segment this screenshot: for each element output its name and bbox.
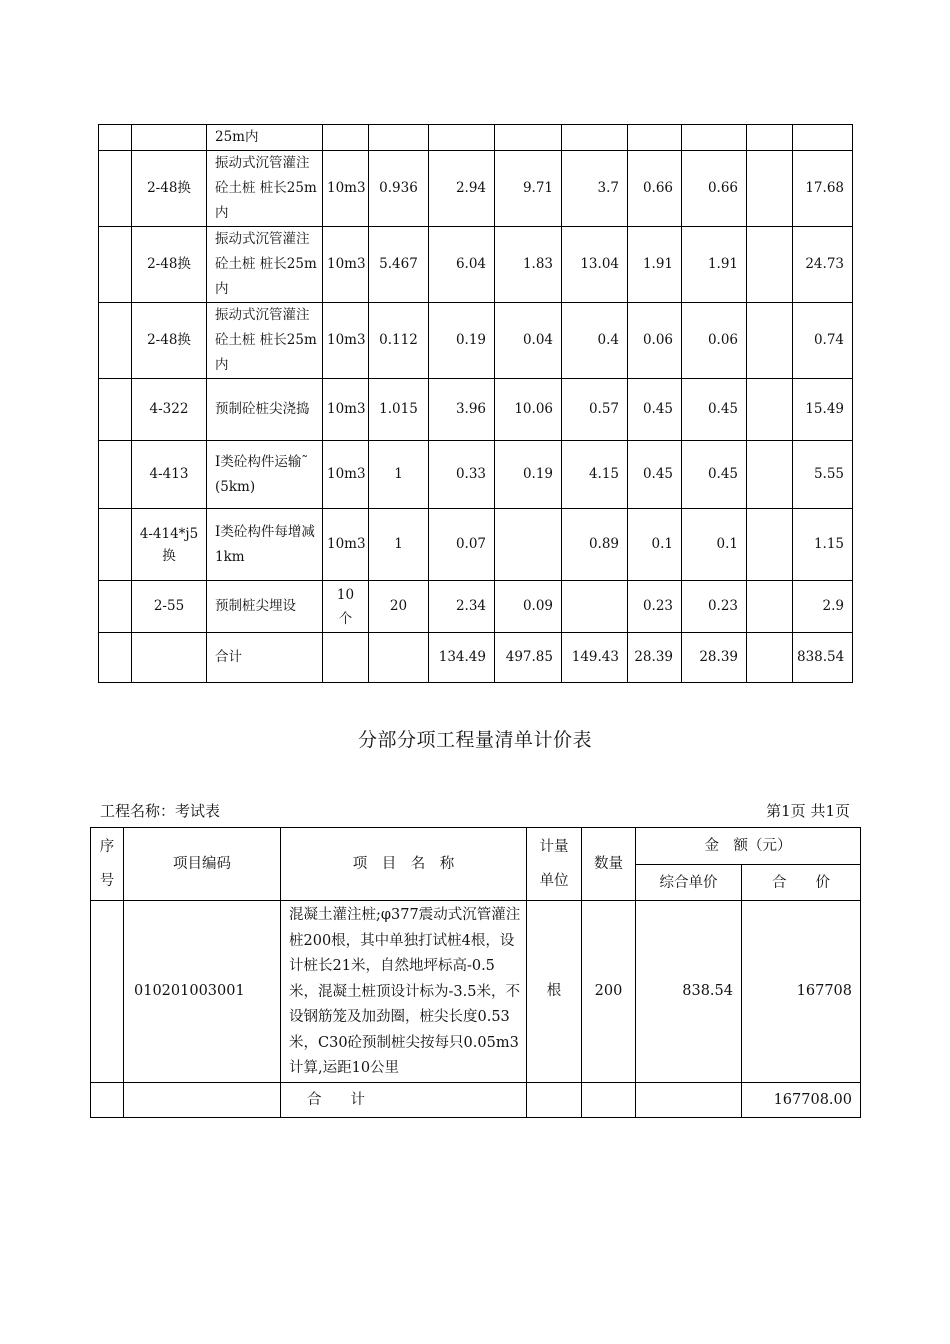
row-c1: 0.33: [429, 441, 495, 509]
row-name: 预制桩尖埋设: [207, 581, 323, 633]
row-c3: [562, 125, 628, 151]
row-qty: 1.015: [369, 379, 429, 441]
header-total: 合 价: [742, 865, 861, 901]
row-c3: 149.43: [562, 633, 628, 683]
row-c1: 0.19: [429, 303, 495, 379]
row-name: 振动式沉管灌注砼土桩 桩长25m内: [207, 151, 323, 227]
row-c3: 0.4: [562, 303, 628, 379]
row-c7: 24.73: [793, 227, 853, 303]
row-c5: 0.1: [682, 509, 747, 581]
detail-row: [99, 441, 853, 509]
row-name: 25m内: [207, 125, 323, 151]
row-c3: 0.89: [562, 509, 628, 581]
detail-row: [99, 125, 853, 151]
row-code: 4-322: [132, 379, 207, 441]
detail-row: [99, 633, 853, 683]
item-seq: [91, 901, 124, 1083]
row-seq: [99, 227, 132, 303]
row-c2: 1.83: [495, 227, 562, 303]
total-label: 合 计: [281, 1082, 527, 1117]
row-c1: 6.04: [429, 227, 495, 303]
row-unit: [323, 125, 369, 151]
row-qty: 20: [369, 581, 429, 633]
row-c2: 0.09: [495, 581, 562, 633]
row-c7: 5.55: [793, 441, 853, 509]
row-c2: 0.04: [495, 303, 562, 379]
row-c6: [747, 125, 793, 151]
row-c1: 2.94: [429, 151, 495, 227]
row-unit: [323, 633, 369, 683]
item-unit-price: 838.54: [636, 901, 742, 1083]
item-unit: 根: [527, 901, 582, 1083]
row-c5: 28.39: [682, 633, 747, 683]
row-c4: 0.1: [628, 509, 682, 581]
page-title: 分部分项工程量清单计价表: [357, 729, 592, 751]
row-c1: 2.34: [429, 581, 495, 633]
row-qty: 0.936: [369, 151, 429, 227]
bill-row: [91, 901, 861, 1083]
item-description: 混凝土灌注桩;φ377震动式沉管灌注桩200根，其中单独打试桩4根，设计桩长21米，自然地坪标高-0.5米，混凝土桩顶设计标为-3.5米，不设钢筋笼及加劲圈，桩尖长度0.53米，C30砼预制桩尖按每只0.05m3计算,运距10公里: [281, 901, 527, 1083]
row-c3: 0.57: [562, 379, 628, 441]
detail-row: [99, 151, 853, 227]
cost-detail-table: [98, 124, 853, 683]
header-seq: 序号: [91, 828, 124, 901]
row-c7: 0.74: [793, 303, 853, 379]
row-c2: 10.06: [495, 379, 562, 441]
header-qty: 数量: [582, 828, 636, 901]
row-c7: [793, 125, 853, 151]
row-c4: 0.66: [628, 151, 682, 227]
row-seq: [99, 303, 132, 379]
detail-row: [99, 227, 853, 303]
row-c6: [747, 303, 793, 379]
row-name: 合计: [207, 633, 323, 683]
row-c5: 1.91: [682, 227, 747, 303]
row-c4: 1.91: [628, 227, 682, 303]
bill-total-row: [91, 1082, 861, 1117]
bill-pricing-table: [90, 827, 861, 1118]
row-c4: 0.45: [628, 441, 682, 509]
row-c3: 4.15: [562, 441, 628, 509]
row-seq: [99, 151, 132, 227]
row-c7: 15.49: [793, 379, 853, 441]
row-c5: 0.06: [682, 303, 747, 379]
header-code: 项目编码: [124, 828, 281, 901]
detail-row: [99, 379, 853, 441]
row-unit: 10m3: [323, 227, 369, 303]
row-c4: 0.23: [628, 581, 682, 633]
detail-row: [99, 581, 853, 633]
row-name: Ⅰ类砼构件每增减1km: [207, 509, 323, 581]
row-c2: 9.71: [495, 151, 562, 227]
header-unit-price: 综合单价: [636, 865, 742, 901]
item-qty: 200: [582, 901, 636, 1083]
row-unit: 10m3: [323, 441, 369, 509]
row-c7: 1.15: [793, 509, 853, 581]
total-value: 167708.00: [742, 1082, 861, 1117]
row-c7: 17.68: [793, 151, 853, 227]
row-c4: 0.45: [628, 379, 682, 441]
row-c6: [747, 441, 793, 509]
row-c5: 0.23: [682, 581, 747, 633]
row-c2: 0.19: [495, 441, 562, 509]
row-code: 4-414*j5换: [132, 509, 207, 581]
row-unit: 10m3: [323, 509, 369, 581]
row-seq: [99, 379, 132, 441]
row-c2: 497.85: [495, 633, 562, 683]
row-c6: [747, 633, 793, 683]
row-c2: [495, 125, 562, 151]
row-unit: 10m3: [323, 379, 369, 441]
row-c2: [495, 509, 562, 581]
row-c5: 0.66: [682, 151, 747, 227]
row-c3: 3.7: [562, 151, 628, 227]
row-c6: [747, 151, 793, 227]
row-c4: 0.06: [628, 303, 682, 379]
row-c1: 0.07: [429, 509, 495, 581]
row-c1: 3.96: [429, 379, 495, 441]
item-code: 010201003001: [124, 901, 281, 1083]
row-code: 2-55: [132, 581, 207, 633]
row-c4: [628, 125, 682, 151]
row-qty: [369, 633, 429, 683]
detail-row: [99, 303, 853, 379]
row-qty: 1: [369, 441, 429, 509]
row-qty: [369, 125, 429, 151]
row-c5: 0.45: [682, 379, 747, 441]
row-unit: 10m3: [323, 151, 369, 227]
row-c5: 0.45: [682, 441, 747, 509]
project-name: 工程名称：考试表: [100, 802, 221, 820]
row-code: [132, 125, 207, 151]
row-seq: [99, 441, 132, 509]
row-name: Ⅰ类砼构件运输˜ (5km): [207, 441, 323, 509]
row-c4: 28.39: [628, 633, 682, 683]
row-qty: 0.112: [369, 303, 429, 379]
row-c6: [747, 227, 793, 303]
page-number: 第1页 共1页: [766, 802, 850, 820]
row-c6: [747, 581, 793, 633]
row-code: 4-413: [132, 441, 207, 509]
row-name: 预制砼桩尖浇捣: [207, 379, 323, 441]
item-total: 167708: [742, 901, 861, 1083]
row-unit: 10个: [323, 581, 369, 633]
row-c1: 134.49: [429, 633, 495, 683]
row-code: 2-48换: [132, 227, 207, 303]
row-unit: 10m3: [323, 303, 369, 379]
row-qty: 5.467: [369, 227, 429, 303]
row-name: 振动式沉管灌注砼土桩 桩长25m内: [207, 303, 323, 379]
row-c6: [747, 509, 793, 581]
row-c1: [429, 125, 495, 151]
detail-row: [99, 509, 853, 581]
project-info-line: [100, 800, 850, 821]
row-seq: [99, 581, 132, 633]
row-code: [132, 633, 207, 683]
row-code: 2-48换: [132, 303, 207, 379]
row-c6: [747, 379, 793, 441]
row-c7: 838.54: [793, 633, 853, 683]
header-amount: 金 额（元）: [636, 828, 861, 865]
row-seq: [99, 125, 132, 151]
header-name: 项 目 名 称: [281, 828, 527, 901]
row-c7: 2.9: [793, 581, 853, 633]
row-c3: 13.04: [562, 227, 628, 303]
row-seq: [99, 633, 132, 683]
row-seq: [99, 509, 132, 581]
row-qty: 1: [369, 509, 429, 581]
row-c3: [562, 581, 628, 633]
row-c5: [682, 125, 747, 151]
row-name: 振动式沉管灌注砼土桩 桩长25m内: [207, 227, 323, 303]
header-unit: 计量单位: [527, 828, 582, 901]
row-code: 2-48换: [132, 151, 207, 227]
